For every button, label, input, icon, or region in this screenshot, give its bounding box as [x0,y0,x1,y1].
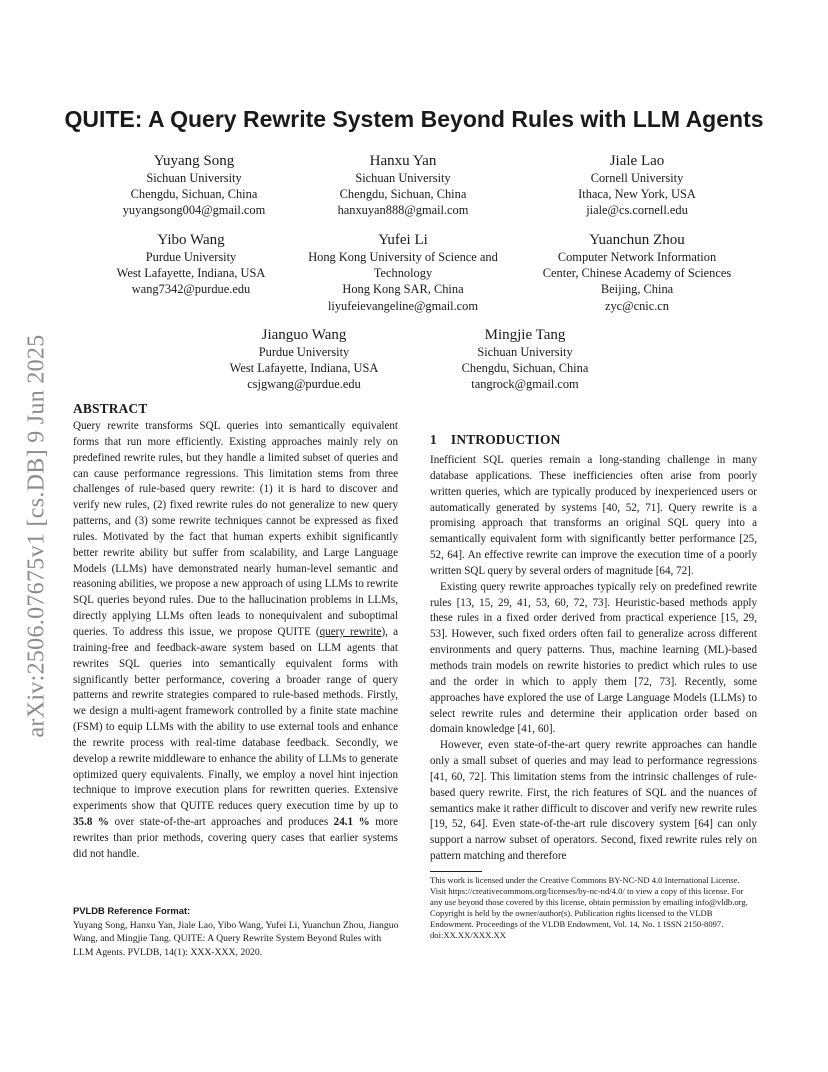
author-email: zyc@cnic.cn [604,298,670,313]
author-email: csjgwang@purdue.edu [247,377,361,392]
author-location: Hong Kong SAR, China [342,282,464,297]
arxiv-sidebar-stamp [22,306,52,766]
author-card [91,231,291,298]
author-affiliation: Hong Kong University of Science and [308,250,498,264]
author-affiliation-cont: Center, Chinese Academy of Sciences [542,266,732,281]
introduction-section [430,432,757,865]
author-email: tangrock@gmail.com [471,377,579,392]
author-location: West Lafayette, Indiana, USA [116,266,266,281]
pvldb-heading: PVLDB Reference Format: [73,905,191,916]
author-location: Chengdu, Sichuan, China [461,361,589,376]
author-name: Hanxu Yan [369,153,437,169]
author-email: jiale@cs.cornell.edu [586,203,688,218]
abstract-heading: ABSTRACT [73,401,148,416]
author-email: liyufeievangeline@gmail.com [327,298,479,313]
author-affiliation: Sichuan University [146,171,242,185]
section-title: INTRODUCTION [450,432,561,447]
author-card [425,326,625,393]
author-location: Beijing, China [600,282,674,297]
author-location: West Lafayette, Indiana, USA [229,361,379,376]
author-name: Yuanchun Zhou [589,232,685,248]
author-card [303,152,503,219]
author-affiliation: Cornell University [590,171,684,185]
author-name: Jiale Lao [609,153,665,169]
author-card [300,231,506,314]
abstract-text-part: Query rewrite transforms SQL queries into semantically equivalent forms that run more efficiently. Existing approaches mainly rely on predefined rewrite rules, but they handle a limited subset of queries and can cause performance regressions. This limitation stems from three challenges of rule-based query rewrite: (1) it is hard to discover and verify new rules, (2) fixed rewrite rules do not generalize to new query patterns, and (3) some rewrite techniques cannot be expressed as fixed rules. Motivated by the fact that human experts exhibit significantly better rewrite ability but suffer from scalability, and Large Language Models (LLMs) have demonstrated nearly human-level semantic and reasoning abilities, we propose a new approach of using LLMs to rewrite SQL queries beyond rules. Due to the hallucination problems in LLMs, directly applying LLMs often leads to nonequivalent and suboptimal queries. To address this issue, we propose QUITE ( [73,420,398,638]
author-name: Yufei Li [378,232,428,248]
abstract-text-underline: query rewrite [319,625,382,638]
pvldb-reference [73,905,403,959]
abstract-text-part: more rewrites than prior methods, covering query cases that earlier systems did not handle. [73,816,399,860]
pvldb-body: Yuyang Song, Hanxu Yan, Jiale Lao, Yibo Wang, Yufei Li, Yuanchun Zhou, Jianguo Wang, and Mingjie Tang. QUITE: A Query Rewrite System Beyond Rules with LLM Agents. PVLDB, 14(1): XXX-XXX, 2020. [73,920,399,958]
author-affiliation: Sichuan University [355,171,451,185]
author-location: Chengdu, Sichuan, China [339,187,467,202]
author-name: Yuyang Song [153,153,235,169]
intro-paragraph: Inefficient SQL queries remain a long-standing challenge in many database applications. These inefficiencies often arise from poorly written queries, which are typically produced by inexperienced users or automatically generated by systems [40, 52, 71]. Query rewrite is a promising approach that transforms an original SQL query into a semantically equivalent form with significantly better performance [25, 52, 64]. An effective rewrite can improve the execution time of a poorly written SQL query by several orders of magnitude [64, 72]. [430,454,757,577]
author-name: Mingjie Tang [484,327,566,343]
author-affiliation: Purdue University [145,250,237,264]
abstract-text-part: ), a training-free and feedback-aware system based on LLM agents that rewrites SQL queries into semantically equivalent forms with significantly better performance, covering a broader range of query patterns and rewrite strategies compared to rule-based methods. Firstly, we design a multi-agent framework controlled by a finite state machine (FSM) to equip LLMs with the ability to use external tools and enhance the rewrite process with real-time database feedback. Secondly, we develop a rewrite middleware to enhance the ability of LLMs to generate optimized query equivalents. Finally, we employ a novel hint injection technique to improve execution plans for rewritten queries. Extensive experiments show that QUITE reduces query execution time by up to [73,625,398,813]
arxiv-id: arXiv:2506.07675v1 [cs.DB] 9 Jun 2025 [23,334,50,738]
author-email: hanxuyan888@gmail.com [337,203,469,218]
abstract-stat: 35.8 % [73,816,110,829]
author-name: Jianguo Wang [261,327,347,343]
abstract-section [73,401,398,863]
author-affiliation-cont: Technology [373,266,433,281]
author-card [532,152,742,219]
author-name: Yibo Wang [157,232,225,248]
abstract-text [73,419,398,863]
abstract-stat: 24.1 % [333,816,370,829]
section-number: 1 [430,432,437,447]
author-location: Ithaca, New York, USA [578,187,696,202]
author-affiliation: Computer Network Information [557,250,717,264]
author-location: Chengdu, Sichuan, China [130,187,258,202]
paper-title: QUITE: A Query Rewrite System Beyond Rules with LLM Agents [64,106,764,132]
author-card [204,326,404,393]
intro-paragraph: However, even state-of-the-art query rewrite approaches can handle only a small subset of queries and may lead to performance regressions [41, 60, 72]. This limitation stems from the intrinsic challenges of rule-based query rewrite. First, the rich features of SQL and the nuances of semantics make it rather difficult to discover and verify new rewrite rules [19, 52, 64]. Even state-of-the-art rule discovery system [64] can only support a narrow subset of operators. Second, fixed rewrite rules rely on pattern matching and therefore [430,739,757,863]
author-card [525,231,749,314]
footnote-rule [430,871,482,872]
abstract-text-part: over state-of-the-art approaches and produces [109,816,334,829]
author-card [94,152,294,219]
author-email: wang7342@purdue.edu [131,282,251,297]
author-affiliation: Sichuan University [477,345,573,359]
license-footnote: This work is licensed under the Creative Commons BY-NC-ND 4.0 International License. Visit https://creativecommons.org/licenses/by-nc-nd/4.0/ to view a copy of this license. For any use beyond those covered by this license, obtain permission by emailing info@vldb.org. Copyright is held by the owner/author(s). Publication rights licensed to the VLDB Endowment. Proceedings of the VLDB Endowment, Vol. 14, No. 1 ISSN 2150-8097. doi:XX.XX/XXX.XX [430,875,748,941]
intro-heading [430,432,757,448]
intro-paragraph: Existing query rewrite approaches typically rely on predefined rewrite rules [13, 15, 29, 41, 53, 60, 72, 73]. Heuristic-based methods apply these rules in a fixed order derived from practical experience [15, 29, 53]. However, such fixed orders often fail to generalize across different environments and query patterns. Thus, machine learning (ML)-based methods train models on rewrite histories to predict which rules to use and the order in which to apply them [72, 73]. Recently, some approaches have explored the use of Large Language Models (LLMs) to select rewrite rules and determine their application order based on domain knowledge [41, 60]. [430,580,757,736]
author-affiliation: Purdue University [258,345,350,359]
author-email: yuyangsong004@gmail.com [122,203,266,218]
